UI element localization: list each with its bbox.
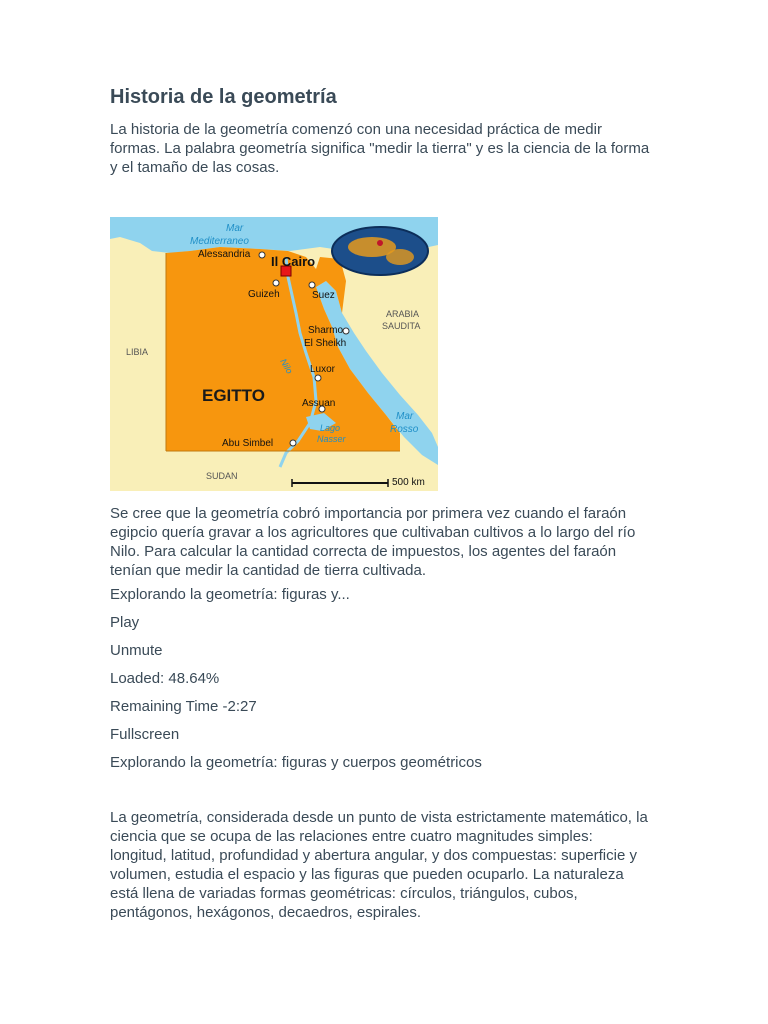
intro-paragraph: La historia de la geometría comenzó con una necesidad práctica de medir formas. La palabra geometría significa "medir la tierra" y es la ciencia de la forma y el tamaño de las cosas. bbox=[110, 121, 650, 176]
svg-text:LIBIA: LIBIA bbox=[126, 347, 149, 357]
svg-text:Il Cairo: Il Cairo bbox=[271, 254, 316, 269]
paragraph-egypt: Se cree que la geometría cobró importancia por primera vez cuando el faraón egipcio quería gravar a los agricultores que cultivaban cultivos a lo largo del río Nilo. Para calcular la cantidad correcta de impuestos, los agentes del faraón tenían que medir la cantidad de tierra cultivada. bbox=[110, 505, 636, 579]
svg-text:EGITTO: EGITTO bbox=[202, 386, 265, 405]
svg-text:ARABIA: ARABIA bbox=[386, 309, 420, 319]
svg-text:Nilo: Nilo bbox=[278, 357, 295, 376]
svg-text:Mediterraneo: Mediterraneo bbox=[190, 236, 249, 247]
svg-text:Rosso: Rosso bbox=[390, 424, 419, 435]
svg-text:Lago: Lago bbox=[320, 423, 341, 433]
svg-text:Suez: Suez bbox=[312, 290, 335, 301]
svg-text:Nasser: Nasser bbox=[317, 434, 346, 444]
svg-text:Alessandria: Alessandria bbox=[198, 249, 251, 260]
page-title: Historia de la geometría bbox=[110, 86, 337, 108]
svg-text:Luxor: Luxor bbox=[310, 364, 336, 375]
svg-text:Mar: Mar bbox=[396, 411, 414, 422]
svg-text:SUDAN: SUDAN bbox=[206, 471, 238, 481]
svg-text:500 km: 500 km bbox=[392, 477, 425, 488]
svg-text:Assuan: Assuan bbox=[302, 398, 336, 409]
svg-text:Guizeh: Guizeh bbox=[248, 289, 280, 300]
svg-text:Mar: Mar bbox=[226, 223, 244, 234]
svg-text:El Sheikh: El Sheikh bbox=[304, 338, 347, 349]
fullscreen-button[interactable]: Fullscreen bbox=[110, 726, 180, 743]
svg-text:Sharmo: Sharmo bbox=[308, 325, 344, 336]
unmute-button[interactable]: Unmute bbox=[110, 642, 163, 659]
remaining-time-text: Remaining Time -2:27 bbox=[110, 698, 257, 715]
egypt-map-image bbox=[110, 217, 438, 491]
paragraph-definition: La geometría, considerada desde un punto de vista estrictamente matemático, la ciencia que se ocupa de las relaciones entre cuatro magnitudes simples: longitud, latitud, profundidad y abertura angular, y dos compuestas: superficie y volumen, estudia el espacio y las figuras que pueden ocuparlo. La naturaleza está llena de variadas formas geométricas: círculos, triángulos, cubos, pentágonos, hexágonos, decaedros, espirales. bbox=[110, 809, 648, 921]
loaded-progress-text: Loaded: 48.64% bbox=[110, 670, 220, 687]
video-title-short: Explorando la geometría: figuras y... bbox=[110, 586, 350, 603]
svg-text:SAUDITA: SAUDITA bbox=[382, 321, 421, 331]
svg-text:Abu Simbel: Abu Simbel bbox=[222, 438, 274, 449]
play-button[interactable]: Play bbox=[110, 614, 140, 631]
video-title-full: Explorando la geometría: figuras y cuerpos geométricos bbox=[110, 754, 482, 771]
